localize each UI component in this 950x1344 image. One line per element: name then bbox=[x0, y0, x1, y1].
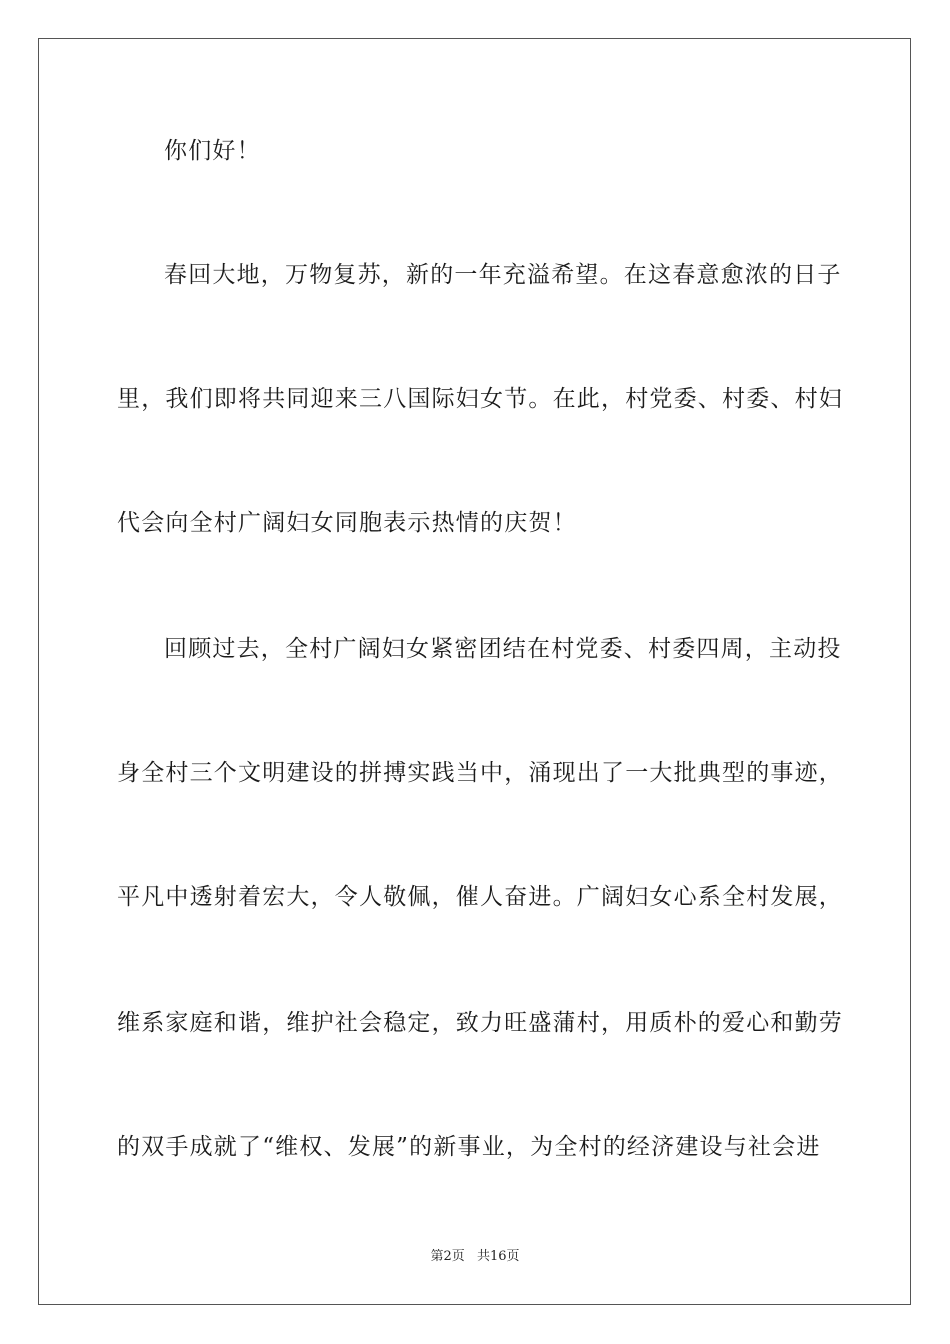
paragraph-1-line-2: 里，我们即将共同迎来三八国际妇女节。在此，村党委、村委、村妇 bbox=[117, 386, 843, 412]
page-total: 共16页 bbox=[476, 1249, 520, 1264]
paragraph-2-line-3: 平凡中透射着宏大，令人敬佩，催人奋进。广阔妇女心系全村发展， bbox=[117, 884, 843, 910]
paragraph-2-line-4: 维系家庭和谐，维护社会稳定，致力旺盛蒲村，用质朴的爱心和勤劳 bbox=[117, 1010, 843, 1036]
page-number: 第2页 bbox=[430, 1249, 465, 1264]
paragraph-1-line-1: 春回大地，万物复苏，新的一年充溢希望。在这春意愈浓的日子 bbox=[164, 262, 842, 288]
greeting-line: 你们好！ bbox=[164, 138, 261, 164]
paragraph-2-line-5: 的双手成就了“维权、发展”的新事业，为全村的经济建设与社会进 bbox=[117, 1134, 821, 1160]
page-frame bbox=[38, 38, 911, 1305]
paragraph-2-line-1: 回顾过去，全村广阔妇女紧密团结在村党委、村委四周，主动投 bbox=[164, 636, 842, 662]
page-footer bbox=[0, 1248, 950, 1266]
paragraph-2-line-2: 身全村三个文明建设的拼搏实践当中，涌现出了一大批典型的事迹， bbox=[117, 760, 843, 786]
paragraph-1-line-3: 代会向全村广阔妇女同胞表示热情的庆贺！ bbox=[117, 510, 577, 536]
